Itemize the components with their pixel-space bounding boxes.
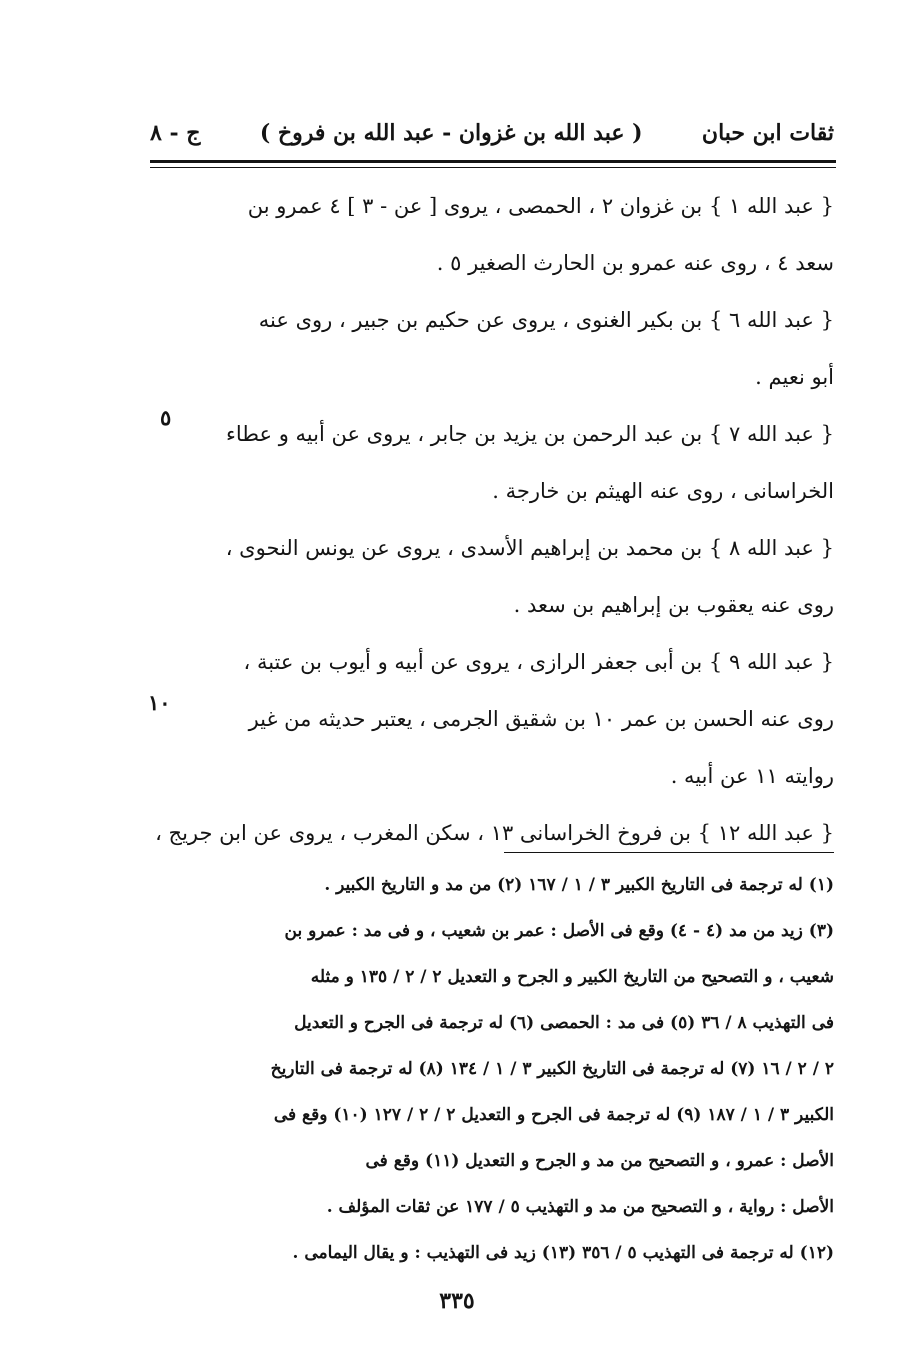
header-rule-thin bbox=[150, 167, 836, 168]
footnote-line: (٣) زيد من مد (٤ - ٤) وقع فى الأصل : عمر بن شعيب ، و فى مد : عمرو بن bbox=[284, 921, 834, 941]
footnote-line: الأصل : عمرو ، و التصحيح من مد و الجرح و التعديل (١١) وقع فى bbox=[365, 1151, 834, 1171]
margin-line-number: ١٠ bbox=[148, 690, 171, 715]
section-range: ( عبد الله بن غزوان - عبد الله بن فروخ ) bbox=[259, 120, 643, 146]
text-line: أبو نعيم . bbox=[755, 365, 834, 389]
text-line: الخراسانى ، روى عنه الهيثم بن خارجة . bbox=[492, 479, 834, 503]
running-header bbox=[150, 110, 834, 156]
text-line: { عبد الله ٦ } بن بكير الغنوى ، يروى عن حكيم بن جبير ، روى عنه bbox=[258, 308, 834, 332]
footnote-line: فى التهذيب ٨ / ٣٦ (٥) فى مد : الحمصى (٦) له ترجمة فى الجرح و التعديل bbox=[294, 1013, 834, 1033]
footnote-line: الكبير ٣ / ١ / ١٨٧ (٩) له ترجمة فى الجرح و التعديل ٢ / ٢ / ١٢٧ (١٠) وقع فى bbox=[273, 1105, 834, 1125]
header-rule-thick bbox=[150, 160, 836, 163]
footnote-rule bbox=[504, 852, 834, 853]
text-line: { عبد الله ١٢ } بن فروخ الخراسانى ١٣ ، سكن المغرب ، يروى عن ابن جريج ، bbox=[155, 821, 834, 845]
main-text bbox=[150, 178, 834, 862]
footnote-line: شعيب ، و التصحيح من التاريخ الكبير و الجرح و التعديل ٢ / ٢ / ١٣٥ و مثله bbox=[310, 967, 834, 987]
text-line: { عبد الله ٨ } بن محمد بن إبراهيم الأسدى ، يروى عن يونس النحوى ، bbox=[225, 536, 834, 560]
margin-line-number: ٥ bbox=[160, 405, 172, 430]
text-line: روى عنه يعقوب بن إبراهيم بن سعد . bbox=[513, 593, 834, 617]
book-title: ثقات ابن حبان bbox=[701, 120, 834, 146]
footnote-line: (١٢) له ترجمة فى التهذيب ٥ / ٣٥٦ (١٣) زيد فى التهذيب : و يقال اليمامى . bbox=[292, 1243, 834, 1263]
footnotes bbox=[150, 862, 834, 1276]
text-line: روى عنه الحسن بن عمر ١٠ بن شقيق الجرمى ، يعتبر حديثه من غير bbox=[248, 707, 834, 731]
text-line: { عبد الله ١ } بن غزوان ٢ ، الحمصى ، يروى [ عن - ٣ ] ٤ عمرو بن bbox=[247, 194, 834, 218]
page-number: ٣٣٥ bbox=[439, 1288, 475, 1314]
text-line: { عبد الله ٩ } بن أبى جعفر الرازى ، يروى عن أبيه و أيوب بن عتبة ، bbox=[243, 650, 834, 674]
footnote-line: (١) له ترجمة فى التاريخ الكبير ٣ / ١ / ١٦٧ (٢) من مد و التاريخ الكبير . bbox=[324, 875, 834, 895]
volume-label: ج - ٨ bbox=[150, 120, 201, 146]
text-line: روايته ١١ عن أبيه . bbox=[670, 764, 834, 788]
footnote-line: ٢ / ٢ / ١٦ (٧) له ترجمة فى التاريخ الكبير ٣ / ١ / ١٣٤ (٨) له ترجمة فى التاريخ bbox=[270, 1059, 834, 1079]
footnote-line: الأصل : رواية ، و التصحيح من مد و التهذيب ٥ / ١٧٧ عن ثقات المؤلف . bbox=[326, 1197, 834, 1217]
text-line: { عبد الله ٧ } بن عبد الرحمن بن يزيد بن جابر ، يروى عن أبيه و عطاء bbox=[225, 422, 834, 446]
text-line: سعد ٤ ، روى عنه عمرو بن الحارث الصغير ٥ . bbox=[436, 251, 834, 275]
